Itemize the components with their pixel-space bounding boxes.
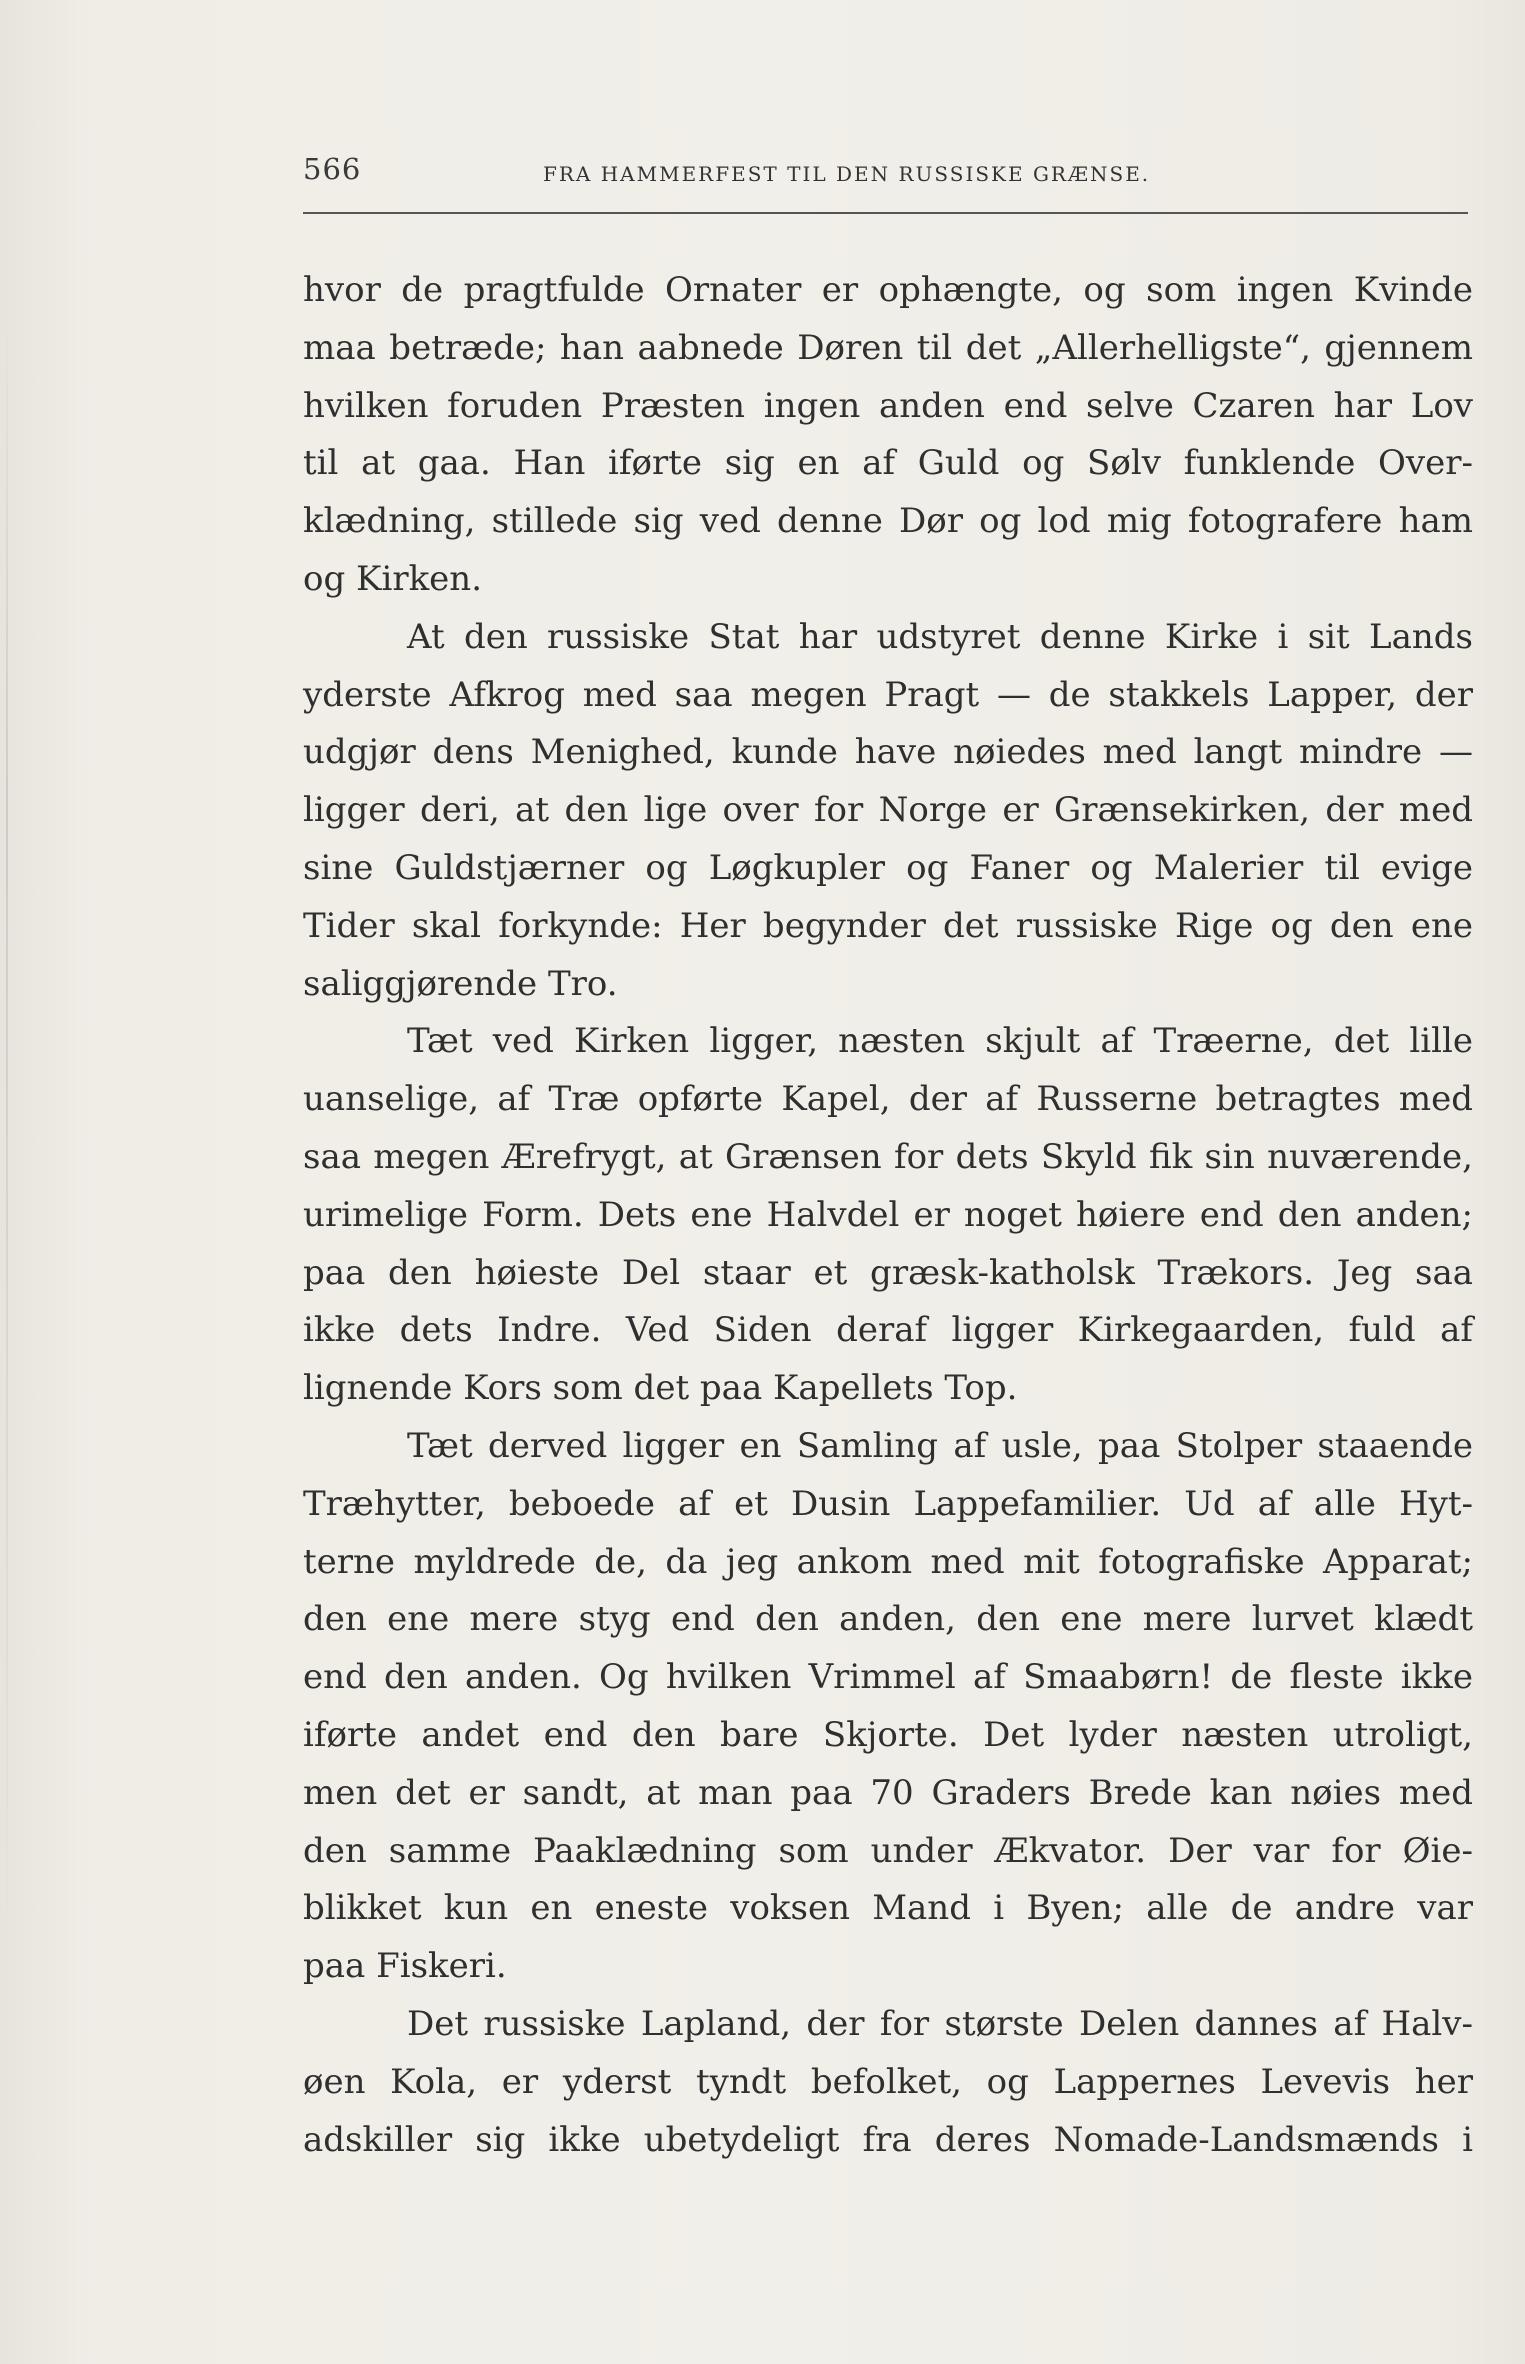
text-line: den samme Paaklædning som under Ækvator. Der var for Øie- <box>303 1830 1473 1871</box>
text-line: saa megen Ærefrygt, at Grænsen for dets Skyld fik sin nuværende, <box>303 1136 1473 1177</box>
paragraph <box>303 1013 1473 1418</box>
text-line: hvilken foruden Præsten ingen anden end selve Czaren har Lov <box>303 385 1473 426</box>
text-line: men det er sandt, at man paa 70 Graders Brede kan nøies med <box>303 1772 1473 1813</box>
text-line: end den anden. Og hvilken Vrimmel af Smaabørn! de fleste ikke <box>303 1657 1473 1698</box>
running-title: FRA HAMMERFEST TIL DEN RUSSISKE GRÆNSE. <box>543 162 1151 186</box>
text-line: ligger deri, at den lige over for Norge er Grænsekirken, der med <box>303 790 1473 831</box>
page-number: 566 <box>303 152 362 186</box>
text-line: øen Kola, er yderst tyndt befolket, og Lappernes Levevis her <box>303 2061 1473 2102</box>
text-line: den ene mere styg end den anden, den ene mere lurvet klædt <box>303 1599 1473 1640</box>
text-line: iførte andet end den bare Skjorte. Det lyder næsten utroligt, <box>303 1714 1473 1755</box>
page-edge-shadow <box>6 300 8 2000</box>
text-line: uanselige, af Træ opførte Kapel, der af Russerne betragtes med <box>303 1079 1473 1120</box>
text-line: paa Fiskeri. <box>303 1946 507 1987</box>
paragraph <box>303 609 1473 1014</box>
text-line: saliggjørende Tro. <box>303 963 618 1004</box>
page-header <box>303 152 1468 192</box>
text-line: udgjør dens Menighed, kunde have nøiedes med langt mindre — <box>303 732 1473 773</box>
text-line: Det russiske Lapland, der for største Delen dannes af Halv- <box>407 2003 1473 2044</box>
text-line: hvor de pragtfulde Ornater er ophængte, og som ingen Kvinde <box>303 270 1473 310</box>
header-rule <box>303 212 1468 214</box>
text-line: klædning, stillede sig ved denne Dør og lod mig fotografere ham <box>303 501 1473 542</box>
text-line: maa betræde; han aabnede Døren til det „Allerhelligste“, gjennem <box>303 327 1473 368</box>
text-line: sine Guldstjærner og Løgkupler og Faner og Malerier til evige <box>303 847 1473 888</box>
text-line: terne myldrede de, da jeg ankom med mit fotografiske Apparat; <box>303 1541 1473 1582</box>
text-line: paa den høieste Del staar et græsk-katholsk Trækors. Jeg saa <box>303 1252 1473 1293</box>
text-line: Træhytter, beboede af et Dusin Lappefamilier. Ud af alle Hyt- <box>303 1483 1473 1524</box>
text-line: urimelige Form. Dets ene Halvdel er noget høiere end den anden; <box>303 1194 1473 1235</box>
paragraph <box>303 262 1473 609</box>
text-line: til at gaa. Han iførte sig en af Guld og Sølv funklende Over- <box>303 443 1473 484</box>
text-line: Tæt ved Kirken ligger, næsten skjult af Træerne, det lille <box>407 1021 1473 1062</box>
body-text <box>303 262 1473 2169</box>
text-line: adskiller sig ikke ubetydeligt fra deres Nomade-Landsmænds i <box>303 2119 1473 2160</box>
text-line: og Kirken. <box>303 558 482 599</box>
text-line: At den russiske Stat har udstyret denne Kirke i sit Lands <box>407 616 1473 657</box>
text-line: Tider skal forkynde: Her begynder det russiske Rige og den ene <box>303 905 1473 946</box>
text-line: Tæt derved ligger en Samling af usle, paa Stolper staaende <box>407 1425 1473 1466</box>
paragraph <box>303 1418 1473 1996</box>
paragraph <box>303 1996 1473 2169</box>
text-line: yderste Afkrog med saa megen Pragt — de stakkels Lapper, der <box>303 674 1473 715</box>
text-line: ikke dets Indre. Ved Siden deraf ligger Kirkegaarden, fuld af <box>303 1310 1473 1351</box>
text-line: blikket kun en eneste voksen Mand i Byen; alle de andre var <box>303 1888 1473 1929</box>
text-line: lignende Kors som det paa Kapellets Top. <box>303 1368 1018 1409</box>
